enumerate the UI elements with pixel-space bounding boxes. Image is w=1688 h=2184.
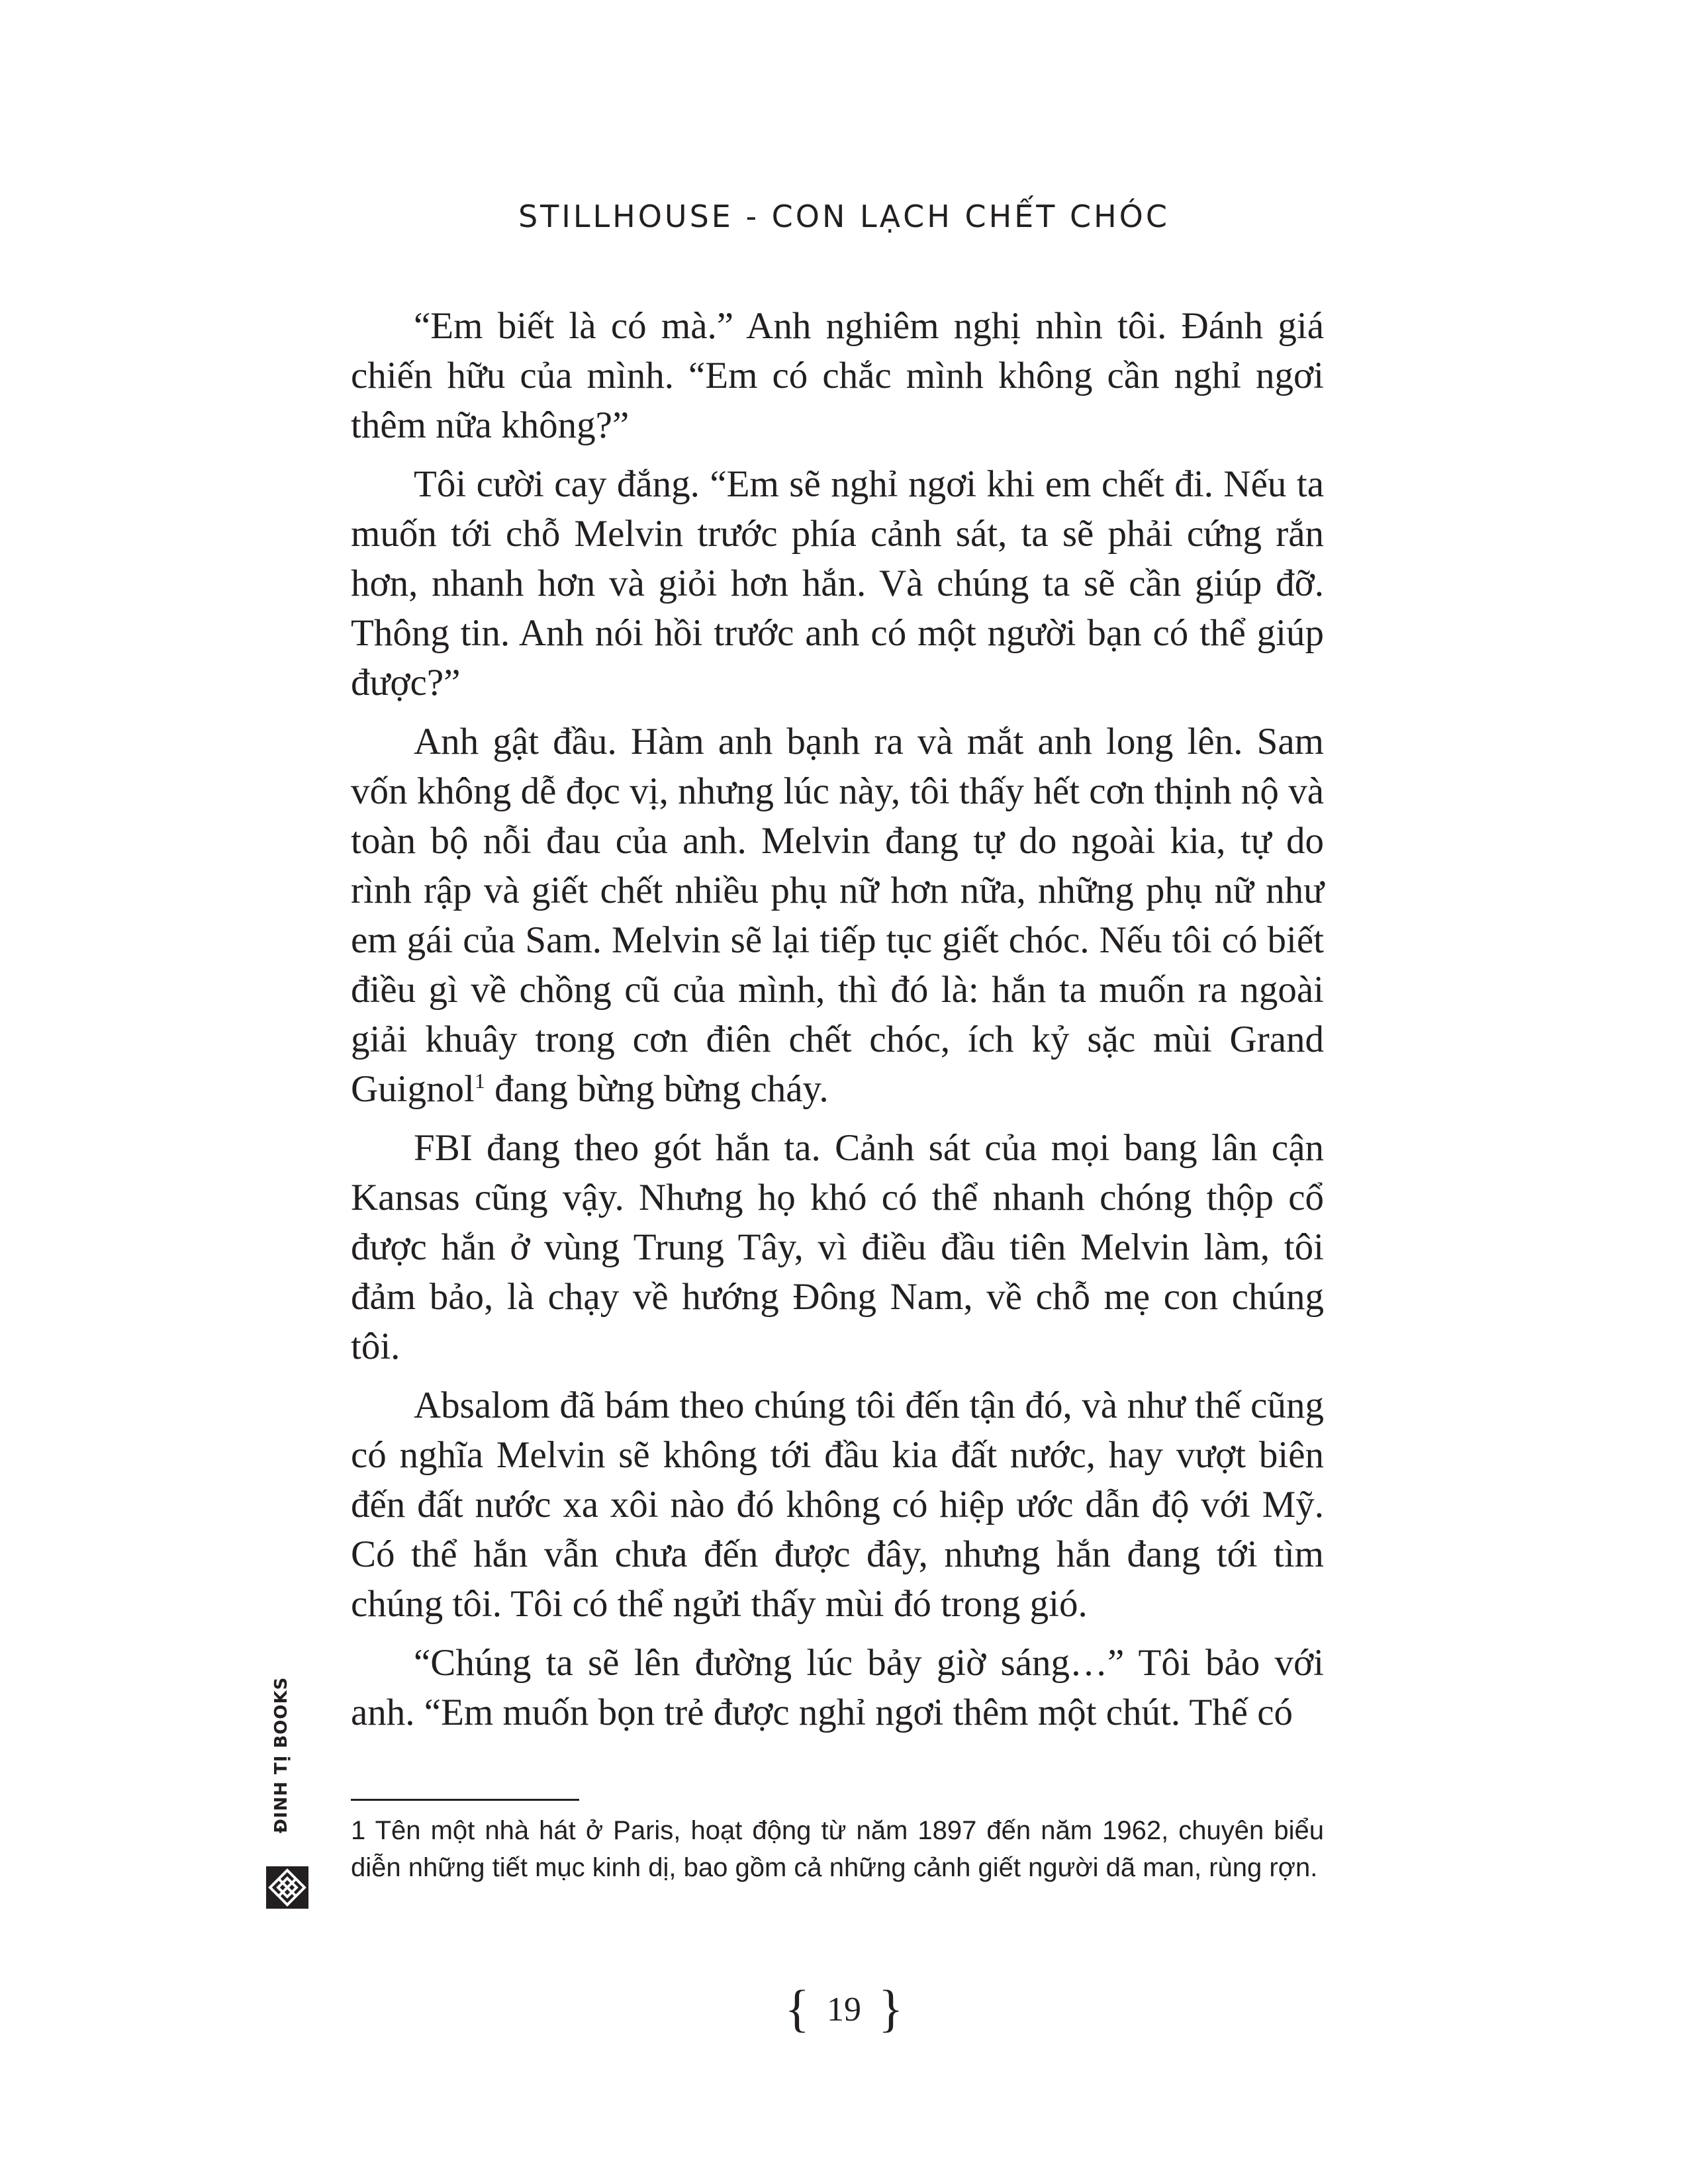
publisher-logo-icon — [266, 1866, 308, 1909]
publisher-name: ĐINH TỊ BOOKS — [271, 1676, 291, 1833]
footnote: 1 Tên một nhà hát ở Paris, hoạt động từ năm 1897 đến năm 1962, chuyên biểu diễn những tiết mục kinh dị, bao gồm cả những cảnh giết người dã man, rùng rợn. — [351, 1816, 1324, 1882]
footnote-divider — [351, 1799, 579, 1801]
page-number — [0, 1979, 1688, 2038]
page-number-close-brace: } — [878, 1979, 904, 2037]
paragraph-3-text-end: đang bừng bừng cháy. — [485, 1068, 829, 1110]
paragraph-3 — [351, 717, 1324, 1114]
paragraph-6: “Chúng ta sẽ lên đường lúc bảy giờ sáng…” Tôi bảo với anh. “Em muốn bọn trẻ được nghỉ ngơi thêm một chút. Thế có — [351, 1642, 1324, 1733]
body-text — [351, 301, 1324, 1747]
paragraph-2: Tôi cười cay đắng. “Em sẽ nghỉ ngơi khi em chết đi. Nếu ta muốn tới chỗ Melvin trước phía cảnh sát, ta sẽ phải cứng rắn hơn, nhanh hơn và giỏi hơn hắn. Và chúng ta sẽ cần giúp đỡ. Thông tin. Anh nói hồi trước anh có một người bạn có thể giúp được?” — [351, 463, 1324, 704]
paragraph-1: “Em biết là có mà.” Anh nghiêm nghị nhìn tôi. Đánh giá chiến hữu của mình. “Em có chắc mình không cần nghỉ ngơi thêm nữa không?” — [351, 305, 1324, 446]
footnote-reference: 1 — [474, 1069, 485, 1093]
running-header: STILLHOUSE - CON LẠCH CHẾT CHÓC — [518, 199, 1170, 234]
paragraph-4: FBI đang theo gót hắn ta. Cảnh sát của mọi bang lân cận Kansas cũng vậy. Nhưng họ khó có thể nhanh chóng thộp cổ được hắn ở vùng Trung Tây, vì điều đầu tiên Melvin làm, tôi đảm bảo, là chạy về hướng Đông Nam, về chỗ mẹ con chúng tôi. — [351, 1127, 1324, 1367]
page-number-open-brace: { — [784, 1979, 810, 2037]
page-number-value: 19 — [827, 1991, 861, 2028]
paragraph-5: Absalom đã bám theo chúng tôi đến tận đó, và như thế cũng có nghĩa Melvin sẽ không tới đầu kia đất nước, hay vượt biên đến đất nước xa xôi nào đó không có hiệp ước dẫn độ với Mỹ. Có thể hắn vẫn chưa đến được đây, nhưng hắn đang tới tìm chúng tôi. Tôi có thể ngửi thấy mùi đó trong gió. — [351, 1385, 1324, 1625]
paragraph-3-text: Anh gật đầu. Hàm anh bạnh ra và mắt anh long lên. Sam vốn không dễ đọc vị, nhưng lúc này, tôi thấy hết cơn thịnh nộ và toàn bộ nỗi đau của anh. Melvin đang tự do ngoài kia, tự do rình rập và giết chết nhiều phụ nữ hơn nữa, những phụ nữ như em gái của Sam. Melvin sẽ lại tiếp tục giết chóc. Nếu tôi có biết điều gì về chồng cũ của mình, thì đó là: hắn ta muốn ra ngoài giải khuây trong cơn điên chết chóc, ích kỷ sặc mùi Grand Guignol — [351, 721, 1324, 1110]
